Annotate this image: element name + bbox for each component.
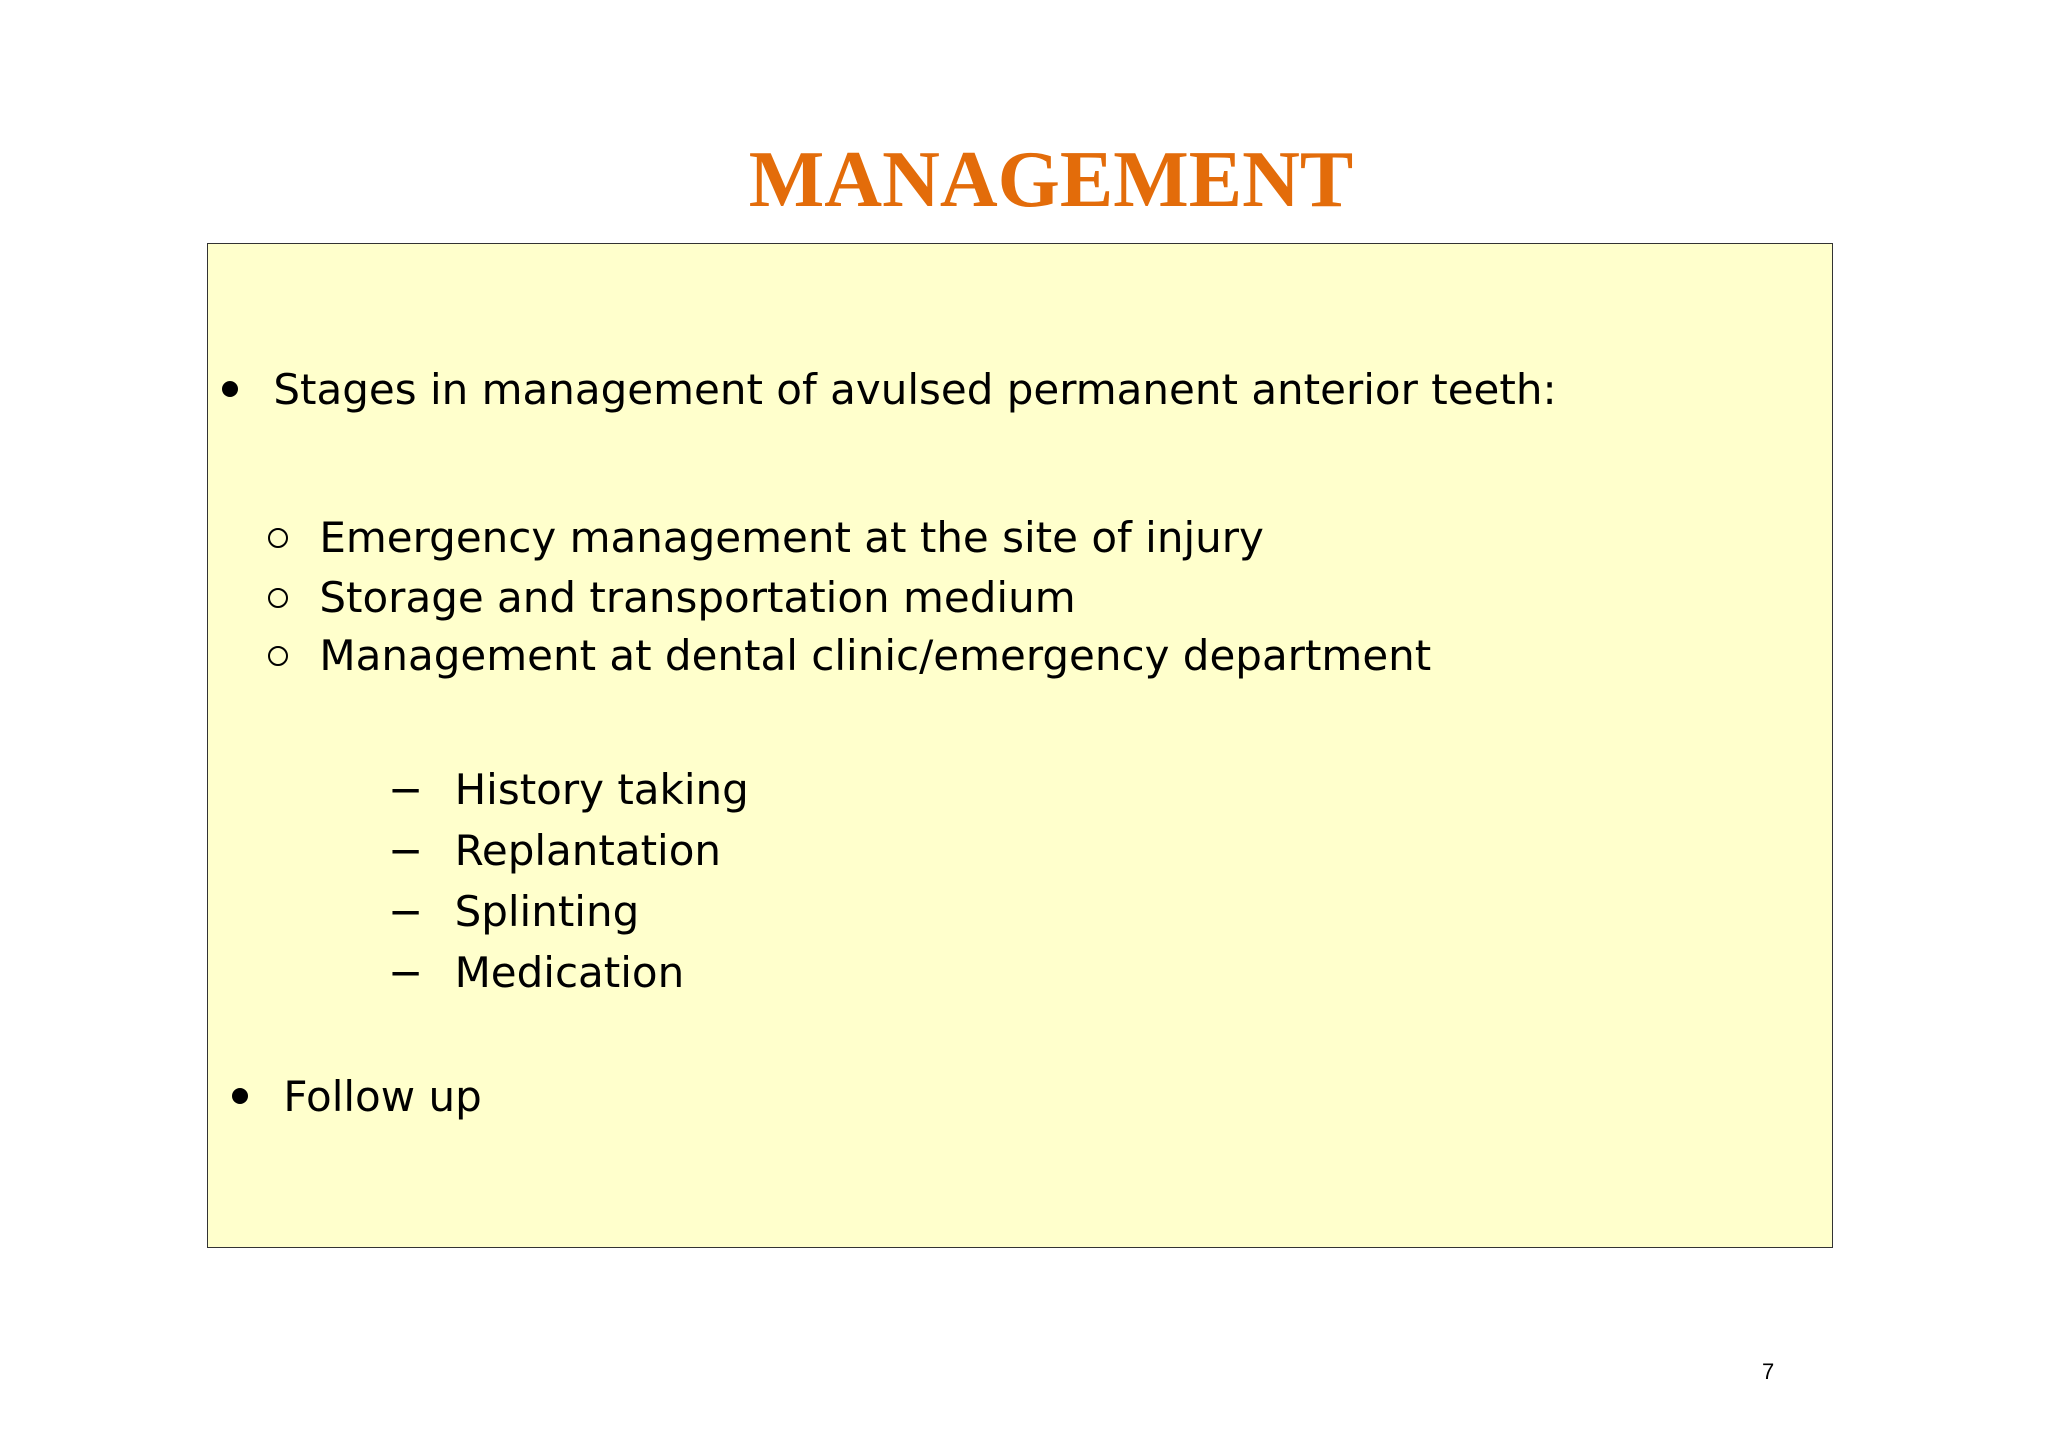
sub-sub-item-text: History taking [454, 765, 749, 814]
slide-title: MANAGEMENT [748, 136, 1354, 224]
bullet-item-follow-up [232, 1071, 482, 1123]
sub-item [268, 512, 1264, 564]
bullet-item-stages [222, 364, 1557, 416]
sub-sub-item-text: Replantation [454, 826, 722, 875]
sub-item-text: Storage and transportation medium [319, 573, 1076, 622]
dash-marker: − [388, 948, 424, 997]
sub-sub-item-text: Medication [454, 948, 685, 997]
dash-marker: − [388, 826, 424, 875]
bullet-text: Follow up [283, 1072, 482, 1121]
circle-bullet-icon [268, 588, 288, 608]
sub-sub-item [388, 825, 721, 877]
content-box [207, 243, 1833, 1248]
sub-sub-item [388, 764, 749, 816]
sub-item [268, 630, 1431, 682]
bullet-dot-icon [222, 381, 238, 397]
sub-sub-item [388, 947, 684, 999]
circle-bullet-icon [268, 528, 288, 548]
sub-sub-item-text: Splinting [454, 887, 640, 936]
bullet-text: Stages in management of avulsed permanent anterior teeth: [273, 365, 1557, 414]
sub-item [268, 572, 1076, 624]
dash-marker: − [388, 887, 424, 936]
sub-sub-item [388, 886, 639, 938]
circle-bullet-icon [268, 646, 288, 666]
bullet-dot-icon [232, 1088, 248, 1104]
dash-marker: − [388, 765, 424, 814]
sub-item-text: Emergency management at the site of injury [319, 513, 1264, 562]
page-number: 7 [1762, 1359, 1775, 1384]
sub-item-text: Management at dental clinic/emergency department [319, 631, 1432, 680]
